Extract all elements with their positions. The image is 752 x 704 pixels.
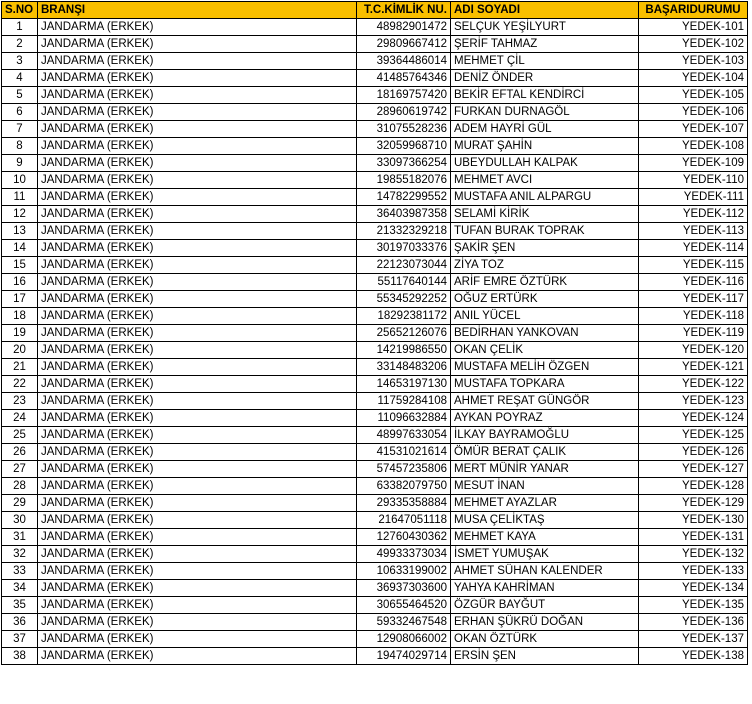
cell-sno: 18 bbox=[2, 308, 38, 325]
cell-bransi: JANDARMA (ERKEK) bbox=[38, 36, 357, 53]
cell-tc: 12908066002 bbox=[357, 631, 451, 648]
cell-tc: 49933373034 bbox=[357, 546, 451, 563]
header-basari-durumu: BAŞARIDURUMU bbox=[639, 2, 748, 19]
cell-tc: 11096632884 bbox=[357, 410, 451, 427]
cell-basari-durumu: YEDEK-104 bbox=[639, 70, 748, 87]
cell-tc: 32059968710 bbox=[357, 138, 451, 155]
table-row bbox=[2, 325, 748, 342]
cell-sno: 32 bbox=[2, 546, 38, 563]
cell-adi-soyadi: MERT MÜNİR YANAR bbox=[451, 461, 639, 478]
cell-bransi: JANDARMA (ERKEK) bbox=[38, 308, 357, 325]
cell-sno: 22 bbox=[2, 376, 38, 393]
cell-bransi: JANDARMA (ERKEK) bbox=[38, 580, 357, 597]
cell-tc: 28960619742 bbox=[357, 104, 451, 121]
cell-tc: 12760430362 bbox=[357, 529, 451, 546]
cell-adi-soyadi: ÖZGÜR BAYĞUT bbox=[451, 597, 639, 614]
cell-basari-durumu: YEDEK-138 bbox=[639, 648, 748, 665]
cell-basari-durumu: YEDEK-116 bbox=[639, 274, 748, 291]
cell-bransi: JANDARMA (ERKEK) bbox=[38, 138, 357, 155]
table-row bbox=[2, 427, 748, 444]
cell-basari-durumu: YEDEK-117 bbox=[639, 291, 748, 308]
cell-bransi: JANDARMA (ERKEK) bbox=[38, 461, 357, 478]
table-row bbox=[2, 19, 748, 36]
cell-basari-durumu: YEDEK-102 bbox=[639, 36, 748, 53]
cell-tc: 10633199002 bbox=[357, 563, 451, 580]
cell-bransi: JANDARMA (ERKEK) bbox=[38, 546, 357, 563]
header-row bbox=[2, 2, 748, 19]
cell-bransi: JANDARMA (ERKEK) bbox=[38, 478, 357, 495]
table-row bbox=[2, 512, 748, 529]
cell-adi-soyadi: TUFAN BURAK TOPRAK bbox=[451, 223, 639, 240]
table-row bbox=[2, 393, 748, 410]
cell-basari-durumu: YEDEK-123 bbox=[639, 393, 748, 410]
cell-bransi: JANDARMA (ERKEK) bbox=[38, 240, 357, 257]
cell-sno: 37 bbox=[2, 631, 38, 648]
cell-adi-soyadi: MEHMET AVCI bbox=[451, 172, 639, 189]
cell-tc: 55345292252 bbox=[357, 291, 451, 308]
cell-basari-durumu: YEDEK-132 bbox=[639, 546, 748, 563]
cell-sno: 33 bbox=[2, 563, 38, 580]
table-row bbox=[2, 478, 748, 495]
cell-bransi: JANDARMA (ERKEK) bbox=[38, 87, 357, 104]
cell-bransi: JANDARMA (ERKEK) bbox=[38, 223, 357, 240]
cell-adi-soyadi: MURAT ŞAHİN bbox=[451, 138, 639, 155]
cell-sno: 36 bbox=[2, 614, 38, 631]
cell-basari-durumu: YEDEK-122 bbox=[639, 376, 748, 393]
table-row bbox=[2, 121, 748, 138]
table-row bbox=[2, 155, 748, 172]
cell-basari-durumu: YEDEK-134 bbox=[639, 580, 748, 597]
cell-tc: 36937303600 bbox=[357, 580, 451, 597]
cell-adi-soyadi: MESUT İNAN bbox=[451, 478, 639, 495]
table-row bbox=[2, 563, 748, 580]
cell-sno: 21 bbox=[2, 359, 38, 376]
header-adi-soyadi: ADI SOYADI bbox=[451, 2, 639, 19]
cell-tc: 57457235806 bbox=[357, 461, 451, 478]
cell-sno: 24 bbox=[2, 410, 38, 427]
cell-basari-durumu: YEDEK-129 bbox=[639, 495, 748, 512]
table-row bbox=[2, 614, 748, 631]
cell-bransi: JANDARMA (ERKEK) bbox=[38, 359, 357, 376]
cell-adi-soyadi: ERHAN ŞÜKRÜ DOĞAN bbox=[451, 614, 639, 631]
cell-tc: 21332329218 bbox=[357, 223, 451, 240]
cell-tc: 18292381172 bbox=[357, 308, 451, 325]
cell-bransi: JANDARMA (ERKEK) bbox=[38, 189, 357, 206]
cell-sno: 38 bbox=[2, 648, 38, 665]
cell-bransi: JANDARMA (ERKEK) bbox=[38, 444, 357, 461]
table-body bbox=[2, 19, 748, 665]
cell-sno: 14 bbox=[2, 240, 38, 257]
table-row bbox=[2, 36, 748, 53]
cell-bransi: JANDARMA (ERKEK) bbox=[38, 376, 357, 393]
table-row bbox=[2, 138, 748, 155]
cell-bransi: JANDARMA (ERKEK) bbox=[38, 393, 357, 410]
cell-sno: 12 bbox=[2, 206, 38, 223]
cell-basari-durumu: YEDEK-112 bbox=[639, 206, 748, 223]
cell-adi-soyadi: OKAN ÇELİK bbox=[451, 342, 639, 359]
cell-bransi: JANDARMA (ERKEK) bbox=[38, 597, 357, 614]
cell-tc: 29335358884 bbox=[357, 495, 451, 512]
table-row bbox=[2, 257, 748, 274]
cell-adi-soyadi: ERSİN ŞEN bbox=[451, 648, 639, 665]
cell-tc: 41531021614 bbox=[357, 444, 451, 461]
cell-basari-durumu: YEDEK-109 bbox=[639, 155, 748, 172]
cell-bransi: JANDARMA (ERKEK) bbox=[38, 121, 357, 138]
cell-adi-soyadi: ANIL YÜCEL bbox=[451, 308, 639, 325]
cell-bransi: JANDARMA (ERKEK) bbox=[38, 104, 357, 121]
header-tc: T.C.KİMLİK NU. bbox=[357, 2, 451, 19]
cell-tc: 63382079750 bbox=[357, 478, 451, 495]
cell-tc: 31075528236 bbox=[357, 121, 451, 138]
cell-adi-soyadi: AHMET SÜHAN KALENDER bbox=[451, 563, 639, 580]
cell-tc: 11759284108 bbox=[357, 393, 451, 410]
table-row bbox=[2, 376, 748, 393]
table-row bbox=[2, 308, 748, 325]
cell-basari-durumu: YEDEK-110 bbox=[639, 172, 748, 189]
cell-bransi: JANDARMA (ERKEK) bbox=[38, 631, 357, 648]
table-row bbox=[2, 274, 748, 291]
cell-basari-durumu: YEDEK-137 bbox=[639, 631, 748, 648]
cell-adi-soyadi: ADEM HAYRİ GÜL bbox=[451, 121, 639, 138]
table-row bbox=[2, 172, 748, 189]
cell-adi-soyadi: ŞAKİR ŞEN bbox=[451, 240, 639, 257]
cell-sno: 35 bbox=[2, 597, 38, 614]
cell-basari-durumu: YEDEK-120 bbox=[639, 342, 748, 359]
cell-basari-durumu: YEDEK-125 bbox=[639, 427, 748, 444]
cell-basari-durumu: YEDEK-136 bbox=[639, 614, 748, 631]
cell-adi-soyadi: BEKİR EFTAL KENDİRCİ bbox=[451, 87, 639, 104]
cell-tc: 19855182076 bbox=[357, 172, 451, 189]
cell-sno: 30 bbox=[2, 512, 38, 529]
cell-bransi: JANDARMA (ERKEK) bbox=[38, 291, 357, 308]
cell-sno: 9 bbox=[2, 155, 38, 172]
cell-bransi: JANDARMA (ERKEK) bbox=[38, 70, 357, 87]
cell-tc: 33097366254 bbox=[357, 155, 451, 172]
table-row bbox=[2, 359, 748, 376]
cell-adi-soyadi: YAHYA KAHRİMAN bbox=[451, 580, 639, 597]
header-sno: S.NO bbox=[2, 2, 38, 19]
cell-bransi: JANDARMA (ERKEK) bbox=[38, 274, 357, 291]
cell-basari-durumu: YEDEK-105 bbox=[639, 87, 748, 104]
cell-basari-durumu: YEDEK-131 bbox=[639, 529, 748, 546]
cell-adi-soyadi: AYKAN POYRAZ bbox=[451, 410, 639, 427]
table-row bbox=[2, 648, 748, 665]
cell-tc: 55117640144 bbox=[357, 274, 451, 291]
cell-basari-durumu: YEDEK-124 bbox=[639, 410, 748, 427]
cell-sno: 11 bbox=[2, 189, 38, 206]
cell-adi-soyadi: AHMET REŞAT GÜNGÖR bbox=[451, 393, 639, 410]
cell-tc: 30197033376 bbox=[357, 240, 451, 257]
cell-basari-durumu: YEDEK-114 bbox=[639, 240, 748, 257]
cell-sno: 28 bbox=[2, 478, 38, 495]
cell-adi-soyadi: MEHMET AYAZLAR bbox=[451, 495, 639, 512]
cell-bransi: JANDARMA (ERKEK) bbox=[38, 206, 357, 223]
cell-adi-soyadi: FURKAN DURNAGÖL bbox=[451, 104, 639, 121]
table-row bbox=[2, 529, 748, 546]
cell-tc: 14219986550 bbox=[357, 342, 451, 359]
cell-sno: 34 bbox=[2, 580, 38, 597]
cell-tc: 30655464520 bbox=[357, 597, 451, 614]
cell-basari-durumu: YEDEK-113 bbox=[639, 223, 748, 240]
cell-basari-durumu: YEDEK-135 bbox=[639, 597, 748, 614]
cell-tc: 59332467548 bbox=[357, 614, 451, 631]
cell-tc: 21647051118 bbox=[357, 512, 451, 529]
table-row bbox=[2, 291, 748, 308]
cell-tc: 39364486014 bbox=[357, 53, 451, 70]
results-table bbox=[1, 1, 748, 665]
cell-tc: 48997633054 bbox=[357, 427, 451, 444]
cell-basari-durumu: YEDEK-118 bbox=[639, 308, 748, 325]
cell-basari-durumu: YEDEK-103 bbox=[639, 53, 748, 70]
cell-tc: 48982901472 bbox=[357, 19, 451, 36]
cell-basari-durumu: YEDEK-107 bbox=[639, 121, 748, 138]
cell-adi-soyadi: İSMET YUMUŞAK bbox=[451, 546, 639, 563]
cell-sno: 23 bbox=[2, 393, 38, 410]
cell-adi-soyadi: MUSTAFA MELİH ÖZGEN bbox=[451, 359, 639, 376]
cell-sno: 31 bbox=[2, 529, 38, 546]
table-row bbox=[2, 444, 748, 461]
cell-sno: 17 bbox=[2, 291, 38, 308]
cell-tc: 29809667412 bbox=[357, 36, 451, 53]
cell-bransi: JANDARMA (ERKEK) bbox=[38, 155, 357, 172]
cell-adi-soyadi: MEHMET ÇİL bbox=[451, 53, 639, 70]
cell-basari-durumu: YEDEK-127 bbox=[639, 461, 748, 478]
cell-basari-durumu: YEDEK-101 bbox=[639, 19, 748, 36]
table-row bbox=[2, 546, 748, 563]
cell-sno: 29 bbox=[2, 495, 38, 512]
cell-bransi: JANDARMA (ERKEK) bbox=[38, 257, 357, 274]
cell-bransi: JANDARMA (ERKEK) bbox=[38, 19, 357, 36]
cell-adi-soyadi: MUSTAFA ANIL ALPARGU bbox=[451, 189, 639, 206]
table-row bbox=[2, 580, 748, 597]
cell-adi-soyadi: ZİYA TOZ bbox=[451, 257, 639, 274]
cell-sno: 26 bbox=[2, 444, 38, 461]
cell-adi-soyadi: OĞUZ ERTÜRK bbox=[451, 291, 639, 308]
cell-adi-soyadi: İLKAY BAYRAMOĞLU bbox=[451, 427, 639, 444]
cell-bransi: JANDARMA (ERKEK) bbox=[38, 427, 357, 444]
table-row bbox=[2, 495, 748, 512]
cell-bransi: JANDARMA (ERKEK) bbox=[38, 53, 357, 70]
cell-sno: 6 bbox=[2, 104, 38, 121]
header-bransi: BRANŞI bbox=[38, 2, 357, 19]
table-row bbox=[2, 53, 748, 70]
table-row bbox=[2, 240, 748, 257]
cell-basari-durumu: YEDEK-130 bbox=[639, 512, 748, 529]
cell-adi-soyadi: DENİZ ÖNDER bbox=[451, 70, 639, 87]
cell-tc: 36403987358 bbox=[357, 206, 451, 223]
cell-adi-soyadi: ÖMÜR BERAT ÇALIK bbox=[451, 444, 639, 461]
table-row bbox=[2, 189, 748, 206]
cell-bransi: JANDARMA (ERKEK) bbox=[38, 563, 357, 580]
cell-adi-soyadi: UBEYDULLAH KALPAK bbox=[451, 155, 639, 172]
cell-adi-soyadi: OKAN ÖZTÜRK bbox=[451, 631, 639, 648]
cell-sno: 19 bbox=[2, 325, 38, 342]
cell-tc: 25652126076 bbox=[357, 325, 451, 342]
cell-sno: 25 bbox=[2, 427, 38, 444]
cell-sno: 15 bbox=[2, 257, 38, 274]
cell-bransi: JANDARMA (ERKEK) bbox=[38, 172, 357, 189]
cell-basari-durumu: YEDEK-128 bbox=[639, 478, 748, 495]
cell-tc: 33148483206 bbox=[357, 359, 451, 376]
cell-adi-soyadi: SELAMİ KİRİK bbox=[451, 206, 639, 223]
cell-bransi: JANDARMA (ERKEK) bbox=[38, 342, 357, 359]
table-row bbox=[2, 342, 748, 359]
cell-tc: 14653197130 bbox=[357, 376, 451, 393]
cell-bransi: JANDARMA (ERKEK) bbox=[38, 410, 357, 427]
cell-basari-durumu: YEDEK-111 bbox=[639, 189, 748, 206]
cell-bransi: JANDARMA (ERKEK) bbox=[38, 648, 357, 665]
cell-adi-soyadi: MUSTAFA TOPKARA bbox=[451, 376, 639, 393]
cell-sno: 8 bbox=[2, 138, 38, 155]
table-row bbox=[2, 206, 748, 223]
cell-tc: 14782299552 bbox=[357, 189, 451, 206]
cell-basari-durumu: YEDEK-121 bbox=[639, 359, 748, 376]
cell-adi-soyadi: SELÇUK YEŞİLYURT bbox=[451, 19, 639, 36]
cell-sno: 20 bbox=[2, 342, 38, 359]
cell-basari-durumu: YEDEK-133 bbox=[639, 563, 748, 580]
cell-bransi: JANDARMA (ERKEK) bbox=[38, 325, 357, 342]
cell-basari-durumu: YEDEK-108 bbox=[639, 138, 748, 155]
cell-tc: 22123073044 bbox=[357, 257, 451, 274]
cell-sno: 16 bbox=[2, 274, 38, 291]
cell-sno: 5 bbox=[2, 87, 38, 104]
cell-sno: 4 bbox=[2, 70, 38, 87]
cell-tc: 19474029714 bbox=[357, 648, 451, 665]
cell-sno: 1 bbox=[2, 19, 38, 36]
cell-adi-soyadi: BEDİRHAN YANKOVAN bbox=[451, 325, 639, 342]
cell-adi-soyadi: MUSA ÇELİKTAŞ bbox=[451, 512, 639, 529]
table-row bbox=[2, 87, 748, 104]
table-row bbox=[2, 631, 748, 648]
table-row bbox=[2, 461, 748, 478]
cell-tc: 41485764346 bbox=[357, 70, 451, 87]
cell-bransi: JANDARMA (ERKEK) bbox=[38, 512, 357, 529]
cell-adi-soyadi: ŞERİF TAHMAZ bbox=[451, 36, 639, 53]
cell-adi-soyadi: ARİF EMRE ÖZTÜRK bbox=[451, 274, 639, 291]
cell-adi-soyadi: MEHMET KAYA bbox=[451, 529, 639, 546]
cell-sno: 2 bbox=[2, 36, 38, 53]
cell-bransi: JANDARMA (ERKEK) bbox=[38, 529, 357, 546]
table-row bbox=[2, 104, 748, 121]
table-row bbox=[2, 223, 748, 240]
cell-tc: 18169757420 bbox=[357, 87, 451, 104]
cell-basari-durumu: YEDEK-119 bbox=[639, 325, 748, 342]
cell-sno: 13 bbox=[2, 223, 38, 240]
cell-bransi: JANDARMA (ERKEK) bbox=[38, 495, 357, 512]
cell-sno: 27 bbox=[2, 461, 38, 478]
cell-basari-durumu: YEDEK-115 bbox=[639, 257, 748, 274]
cell-sno: 10 bbox=[2, 172, 38, 189]
cell-sno: 7 bbox=[2, 121, 38, 138]
cell-sno: 3 bbox=[2, 53, 38, 70]
table-row bbox=[2, 597, 748, 614]
cell-bransi: JANDARMA (ERKEK) bbox=[38, 614, 357, 631]
cell-basari-durumu: YEDEK-106 bbox=[639, 104, 748, 121]
table-row bbox=[2, 410, 748, 427]
table-row bbox=[2, 70, 748, 87]
cell-basari-durumu: YEDEK-126 bbox=[639, 444, 748, 461]
